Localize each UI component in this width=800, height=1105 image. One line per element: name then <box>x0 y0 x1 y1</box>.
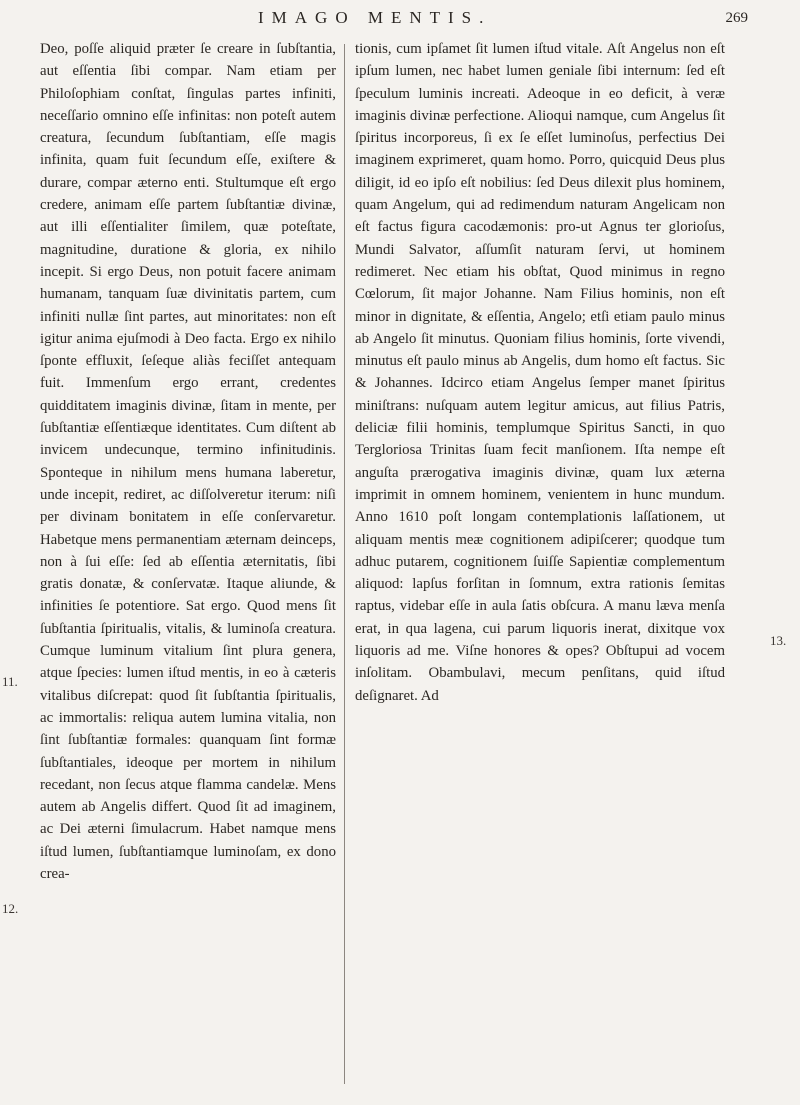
column-divider <box>344 44 345 1084</box>
margin-note-11: 11. <box>2 674 18 689</box>
right-column-text: tionis, cum ipſamet ſit lumen iſtud vitale. Aſt Angelus non eſt ipſum lumen, nec habet lumen geniale ſibi internum: ſed eſt ſpeculum luminis increati. Adeoque in eo deficit, à veræ imaginis divinæ perfectione. Alioqui namque, cum Angelus ſit ſpiritus incorporeus, ſi ex ſe eſſet luminoſus, perfectius Dei imaginem exprimeret, quam homo. Porro, quicquid Deus plus diligit, id eo ipſo eſt nobilius: ſed Deus dilexit plus hominem, quam Angelum, qui ad redimendum naturam Angelicam non eſt factus figura cacodæmonis: pro-ut Agnus ter glorioſus, Mundi Salvator, aſſumſit naturam ſervi, ut hominem redimeret. Nec etiam his obſtat, Quod minimus in regno Cœlorum, ſit major Johanne. Nam Filius hominis, non eſt minor in dignitate, & eſſentia, Angelo; etſi etiam paulo minus ab Angelo ſit minutus. Quoniam filius hominis, ſorte vivendi, minutus eſt paulo minus ab Angelis, dum homo eſt factus. Sic & Johannes. Idcirco etiam Angelus ſemper manet ſpiritus miniſtrans: nuſquam autem legitur amicus, aut filius Patris, deliciæ filii hominis, templumque Spiritus Sancti, in quo Tergloriosa Trinitas ſuam fecit manſionem. Iſta nempe eſt anguſta prærogativa imaginis divinæ, quam lux æterna imprimit in omnem hominem, venientem in hunc mundum. Anno 1610 poſt longam contemplationis laſſationem, ut aliquam mentis meæ cognitionem adipiſcerer; quodque tum adhuc putarem, cognitionem ſuiſſe Sapientiæ complementum aliquod: lapſus forſitan in ſomnum, extra rationis ſemitas raptus, videbar eſſe in aula ſatis obſcura. A manu læva menſa erat, in qua lagena, cui parum liquoris inerat, dixitque vox liquoris ad me. Viſne honores & opes? Obſtupui ad vocem inſolitam. Obambulavi, mecum penſitans, quid iſtud deſignaret. Ad <box>355 41 725 704</box>
running-head: IMAGO MENTIS. <box>258 8 492 27</box>
margin-note-13: 13. <box>770 633 787 648</box>
margin-note-12: 12. <box>2 901 19 916</box>
page-header <box>0 8 800 42</box>
left-column <box>40 38 336 885</box>
right-column <box>355 38 725 707</box>
page-number: 269 <box>725 10 748 26</box>
left-column-text: Deo, poſſe aliquid præter ſe creare in ſubſtantia, aut eſſentia ſibi compar. Nam etiam per Philoſophiam conſtat, ſingulas partes infiniti, neceſſario omnino eſſe infinitas: non poteſt autem creatura, ſecundum ſubſtantiam, eſſe magis infinita, quam fuit ſecundum eſſe, exiſtere & durare, compar æterno enti. Stultumque eſt ergo credere, animam eſſe partem ſubſtantiæ divinæ, aut illi eſſentialiter ſimilem, quæ poteſtate, magnitudine, duratione & gloria, ex nihilo incepit. Si ergo Deus, non potuit facere animam humanam, tanquam ſuæ divinitatis partem, cum infiniti nullæ ſint partes, aut minoritates: non eſt igitur anima ejuſmodi à Deo facta. Ergo ex nihilo ſponte effluxit, ſeſeque aliàs feciſſet antequam fuit. Immenſum ergo errant, credentes quidditatem imaginis divinæ, ſitam in mente, per ſubſtantiæ eſſentiæque identitates. Cum diſtent ab invicem undecunque, termino infinitudinis. Sponteque in nihilum mens humana laberetur, unde incepit, rediret, ac diſſolveretur iterum: niſi per divinam bonitatem in eſſe conſervaretur. Habetque mens permanentiam æternam deinceps, non à ſui eſſe: ſed ab eſſentia æternitatis, ſibi gratis donatæ, & conſervatæ. Itaque aliunde, & infinities ſe potentiore. Sat ergo. Quod mens ſit ſubſtantia ſpiritualis, vitalis, & luminoſa creatura. Cumque luminum vitalium ſint plura genera, atque ſpecies: lumen iſtud mentis, in eo à cæteris vitalibus diſcrepat: quod ſit ſubſtantia ſpiritualis, ac immortalis: reliqua autem lumina vitalia, non ſint ſubſtantiæ formales: quanquam ſint formæ ſubſtantiales, ideoque per mortem in nihilum recedant, non ſecus atque flamma candelæ. Mens autem ab Angelis differt. Quod ſit ad imaginem, ac Dei æterni ſimulacrum. Habet namque mens iſtud lumen, ſubſtantiamque luminoſam, ex dono crea- <box>40 41 336 882</box>
